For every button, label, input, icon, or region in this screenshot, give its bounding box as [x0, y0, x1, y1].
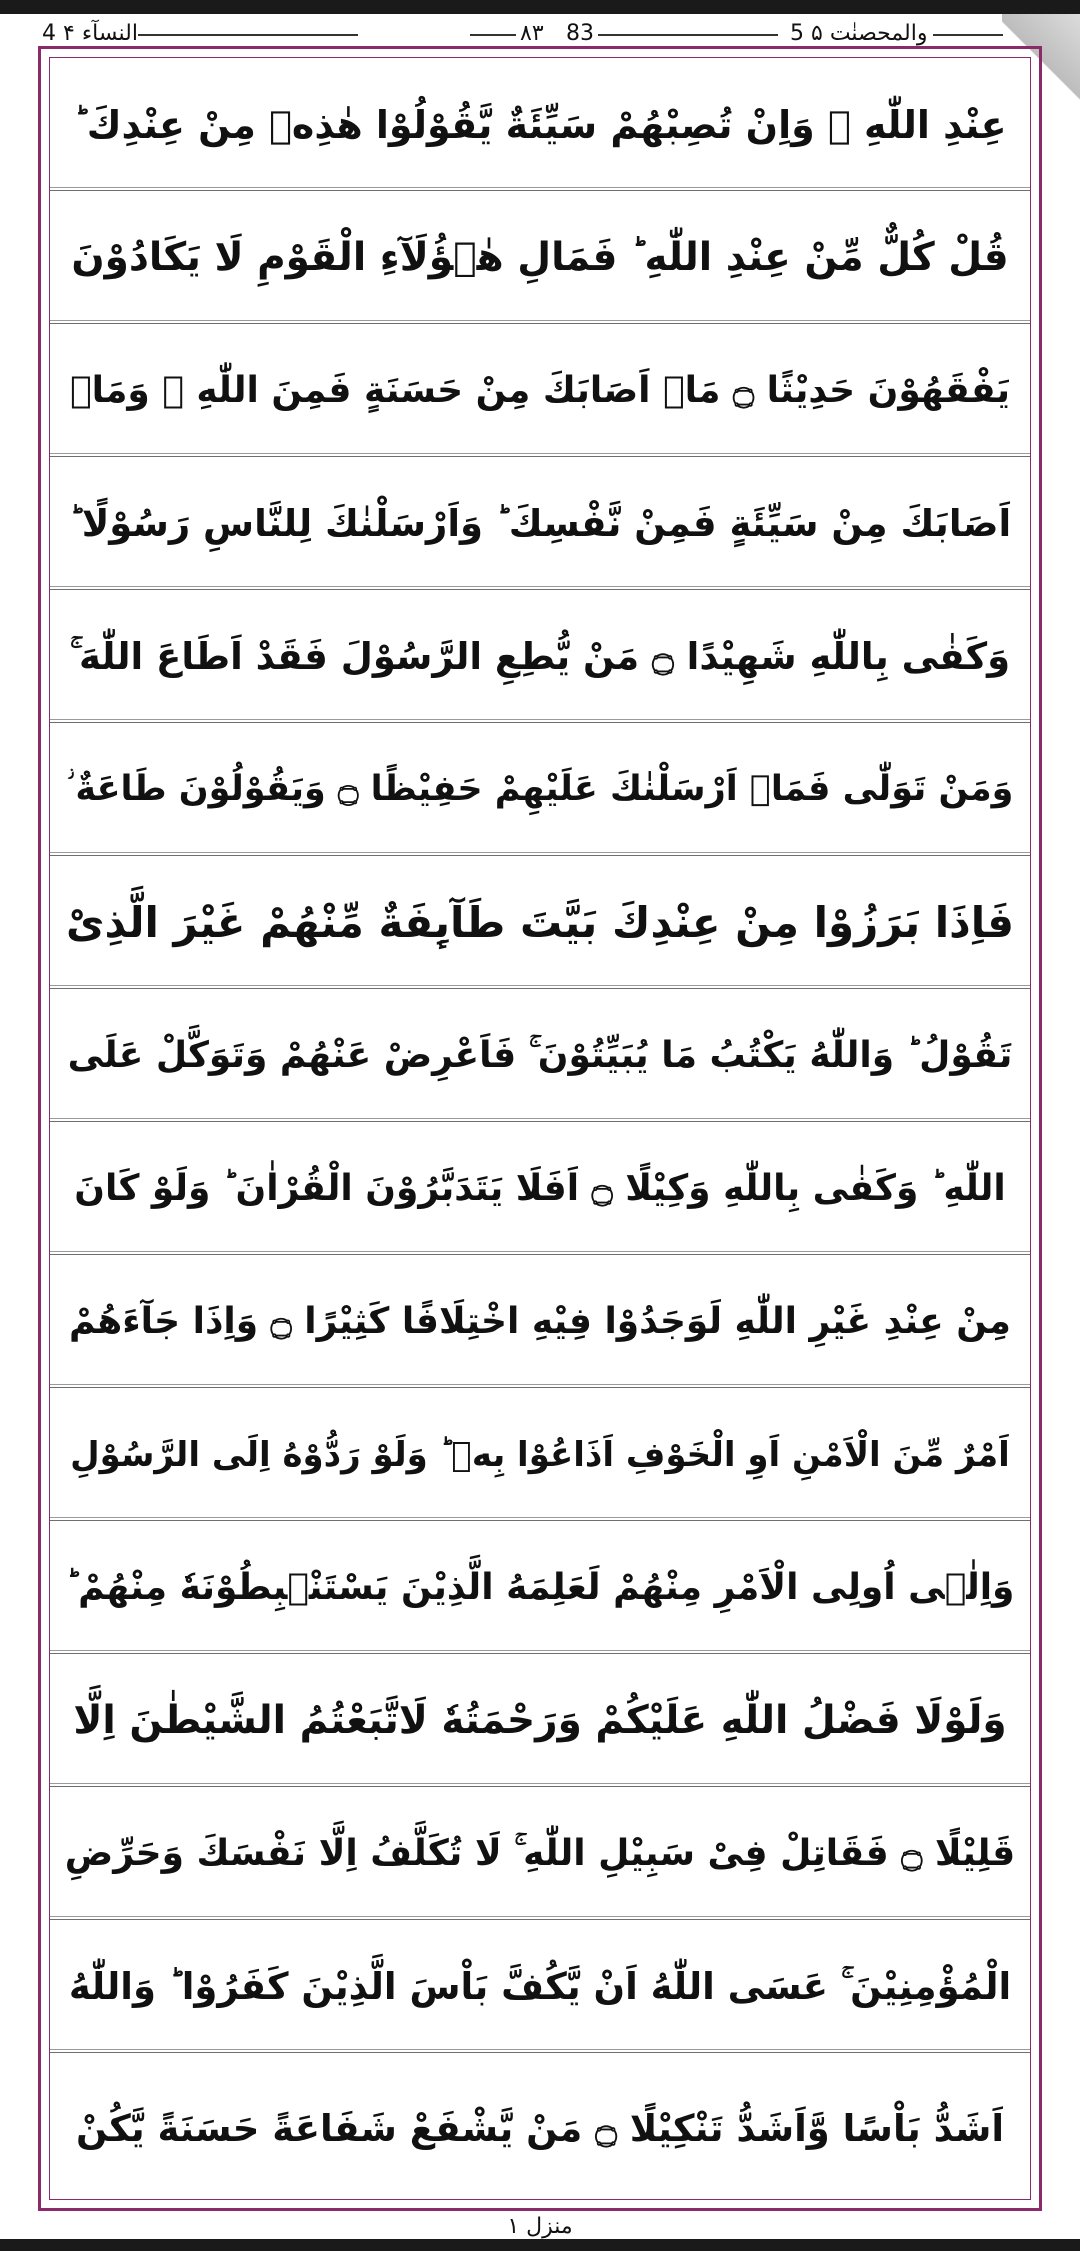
text-line	[50, 1654, 1030, 1787]
line-text: اَمْرٌ مِّنَ الْاَمْنِ اَوِ الْخَوْفِ اَذَاعُوْا بِهٖ ؕ وَلَوْ رَدُّوْهُ اِلَى الرَّسُوْلِ	[70, 1434, 1010, 1475]
page-header	[38, 20, 1038, 48]
text-line	[50, 2053, 1030, 2203]
line-text: اَشَدُّ بَاْسًا وَّاَشَدُّ تَنْكِیْلًا ۝ مَنْ یَّشْفَعْ شَفَاعَةً حَسَنَةً یَّكُنْ	[75, 2106, 1005, 2150]
line-text: وَلَوْلَا فَضْلُ اللّٰهِ عَلَیْكُمْ وَرَحْمَتُهٗ لَاتَّبَعْتُمُ الشَّیْطٰنَ اِلَّا	[73, 1698, 1007, 1743]
page-footer	[0, 2214, 1080, 2239]
line-text: اَصَابَكَ مِنْ سَیِّئَةٍ فَمِنْ نَّفْسِكَ ؕ وَاَرْسَلْنٰكَ لِلنَّاسِ رَسُوْلًا ؕ	[68, 502, 1012, 545]
text-line	[50, 457, 1030, 590]
text-line	[50, 324, 1030, 457]
line-text: قُلْ كُلٌّ مِّنْ عِنْدِ اللّٰهِ ؕ فَمَالِ هٰۤؤُلَآءِ الْقَوْمِ لَا یَكَادُوْنَ	[71, 235, 1009, 280]
text-line	[50, 191, 1030, 324]
line-text: الْمُؤْمِنِیْنَ ۚ عَسَى اللّٰهُ اَنْ یَّكُفَّ بَاْسَ الَّذِیْنَ كَفَرُوْا ؕ وَاللّٰهُ	[68, 1965, 1012, 2008]
text-line	[50, 1255, 1030, 1388]
text-line	[50, 1388, 1030, 1521]
line-text: مِنْ عِنْدِ غَیْرِ اللّٰهِ لَوَجَدُوْا فِیْهِ اخْتِلَافًا كَثِیْرًا ۝ وَاِذَا جَآءَهُمْ	[69, 1300, 1011, 1342]
header-surah-name: 4 النسآء ۴	[42, 21, 138, 46]
header-page-number: 83	[566, 21, 594, 46]
manzil-label: منزل ۱	[507, 2214, 573, 2239]
header-page-arabic: ٨٣	[520, 21, 544, 46]
bottom-strip	[0, 2239, 1080, 2251]
quran-page	[38, 46, 1042, 2211]
line-text: تَقُوْلُ ؕ وَاللّٰهُ یَكْتُبُ مَا یُبَیِّتُوْنَ ۚ فَاَعْرِضْ عَنْهُمْ وَتَوَكَّلْ عَلَى	[67, 1034, 1013, 1076]
status-strip	[0, 0, 1080, 14]
header-juz-name: 5 والمحصنٰت ۵	[790, 21, 928, 46]
line-text: عِنْدِ اللّٰهِ ۚ وَاِنْ تُصِبْهُمْ سَیِّئَةٌ یَّقُوْلُوْا هٰذِهٖ مِنْ عِنْدِكَ ؕ	[73, 102, 1007, 147]
line-text: اللّٰهِ ؕ وَكَفٰى بِاللّٰهِ وَكِیْلًا ۝ اَفَلَا یَتَدَبَّرُوْنَ الْقُرْاٰنَ ؕ وَلَوْ كَانَ	[74, 1167, 1006, 1209]
text-line	[50, 590, 1030, 723]
header-rule-mid-right	[598, 34, 778, 36]
text-line	[50, 989, 1030, 1122]
text-line	[50, 1521, 1030, 1654]
text-line	[50, 58, 1030, 191]
line-text: فَاِذَا بَرَزُوْا مِنْ عِنْدِكَ بَیَّتَ طَآىِٕفَةٌ مِّنْهُمْ غَیْرَ الَّذِیْ	[65, 897, 1015, 947]
header-rule-left	[138, 34, 358, 36]
text-line	[50, 723, 1030, 856]
text-line	[50, 1122, 1030, 1255]
line-text: قَلِیْلًا ۝ فَقَاتِلْ فِیْ سَبِیْلِ اللّٰهِ ۚ لَا تُكَلَّفُ اِلَّا نَفْسَكَ وَحَرِّضِ	[64, 1832, 1016, 1874]
header-rule-mid-left	[470, 34, 516, 36]
header-rule-right	[933, 34, 1003, 36]
text-line	[50, 856, 1030, 989]
text-line	[50, 1920, 1030, 2053]
page-inner-frame	[49, 57, 1031, 2200]
line-text: وَكَفٰى بِاللّٰهِ شَهِیْدًا ۝ مَنْ یُّطِعِ الرَّسُوْلَ فَقَدْ اَطَاعَ اللّٰهَ ۚ	[69, 635, 1011, 678]
line-text: یَفْقَهُوْنَ حَدِیْثًا ۝ مَاۤ اَصَابَكَ مِنْ حَسَنَةٍ فَمِنَ اللّٰهِ ۫ وَمَاۤ	[69, 369, 1011, 411]
line-text: وَمَنْ تَوَلّٰى فَمَاۤ اَرْسَلْنٰكَ عَلَیْهِمْ حَفِیْظًا ۝ وَیَقُوْلُوْنَ طَاعَةٌ ؗ	[66, 769, 1014, 809]
text-line	[50, 1787, 1030, 1920]
line-text: وَاِلٰۤى اُولِی الْاَمْرِ مِنْهُمْ لَعَلِمَهُ الَّذِیْنَ یَسْتَنْۢبِطُوْنَهٗ مِنْهُمْ ؕ	[65, 1566, 1015, 1608]
